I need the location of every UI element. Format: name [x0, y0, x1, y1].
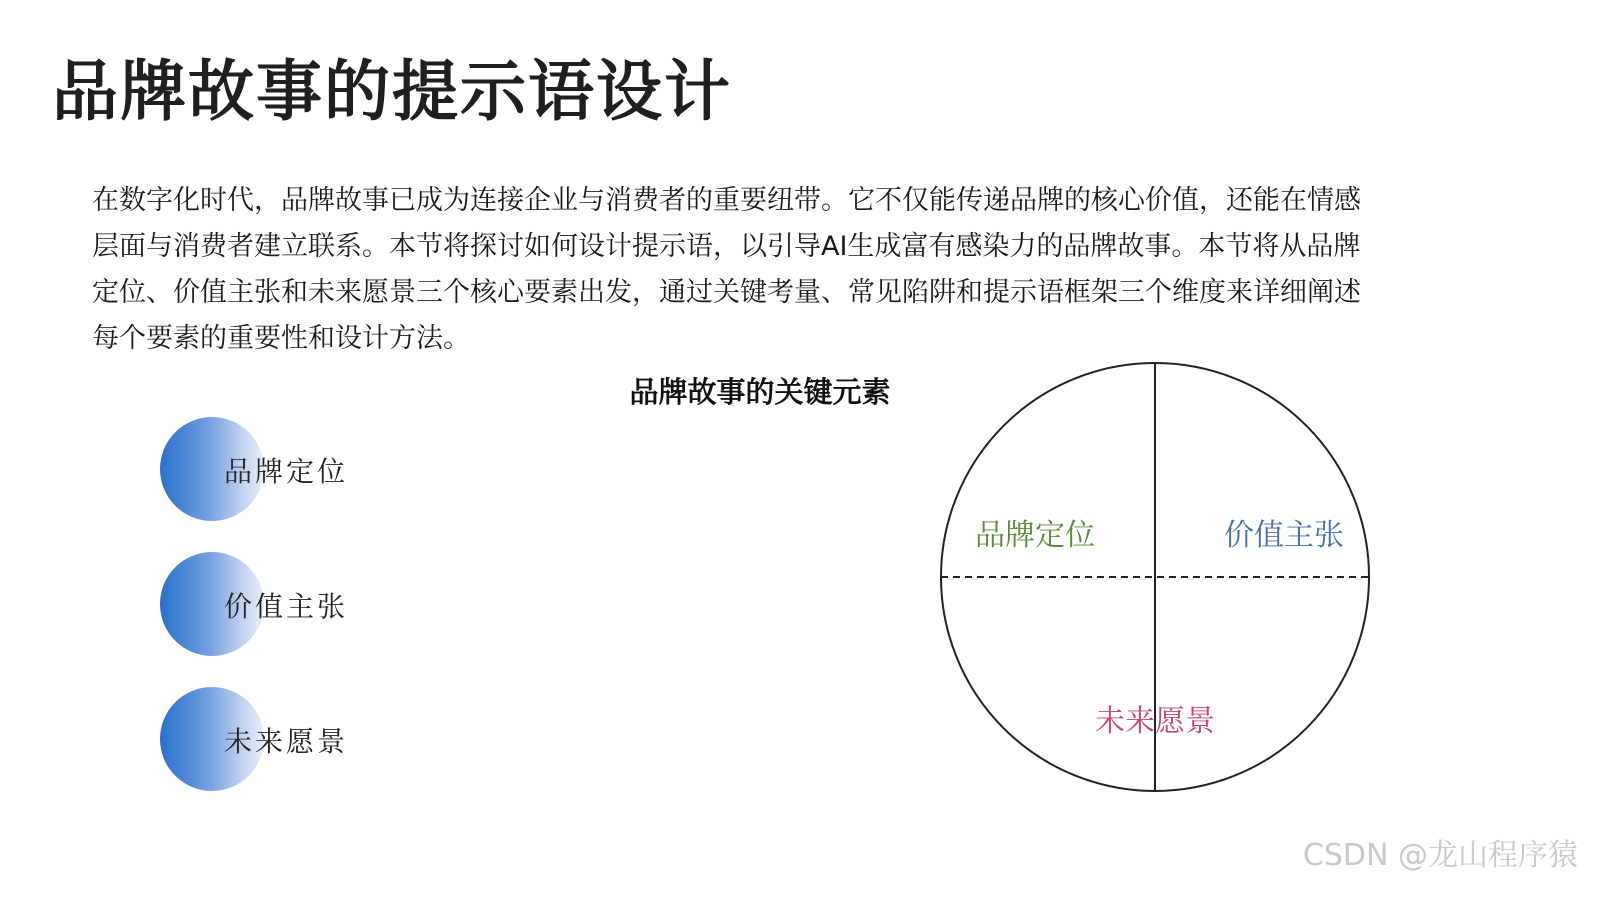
section-heading: 品牌故事的关键元素	[629, 375, 891, 409]
quadrant-label-top-right: 价值主张	[1224, 518, 1344, 553]
watermark: CSDN @龙山程序猿	[1302, 838, 1578, 873]
element-label: 价值主张	[224, 590, 349, 623]
element-label: 品牌定位	[224, 455, 349, 488]
quadrant-label-bottom: 未来愿景	[1095, 704, 1215, 739]
intro-line: 层面与消费者建立联系。本节将探讨如何设计提示语，以引导AI生成富有感染力的品牌故事。本节将从品牌	[92, 231, 1361, 262]
intro-line: 每个要素的重要性和设计方法。	[92, 323, 470, 354]
intro-line: 在数字化时代，品牌故事已成为连接企业与消费者的重要纽带。它不仅能传递品牌的核心价值，还能在情感	[92, 185, 1361, 216]
page-title: 品牌故事的提示语设计	[52, 53, 732, 130]
element-label: 未来愿景	[224, 725, 349, 758]
intro-line: 定位、价值主张和未来愿景三个核心要素出发，通过关键考量、常见陷阱和提示语框架三个维度来详细阐述	[92, 277, 1361, 308]
quadrant-label-top-left: 品牌定位	[975, 518, 1095, 553]
